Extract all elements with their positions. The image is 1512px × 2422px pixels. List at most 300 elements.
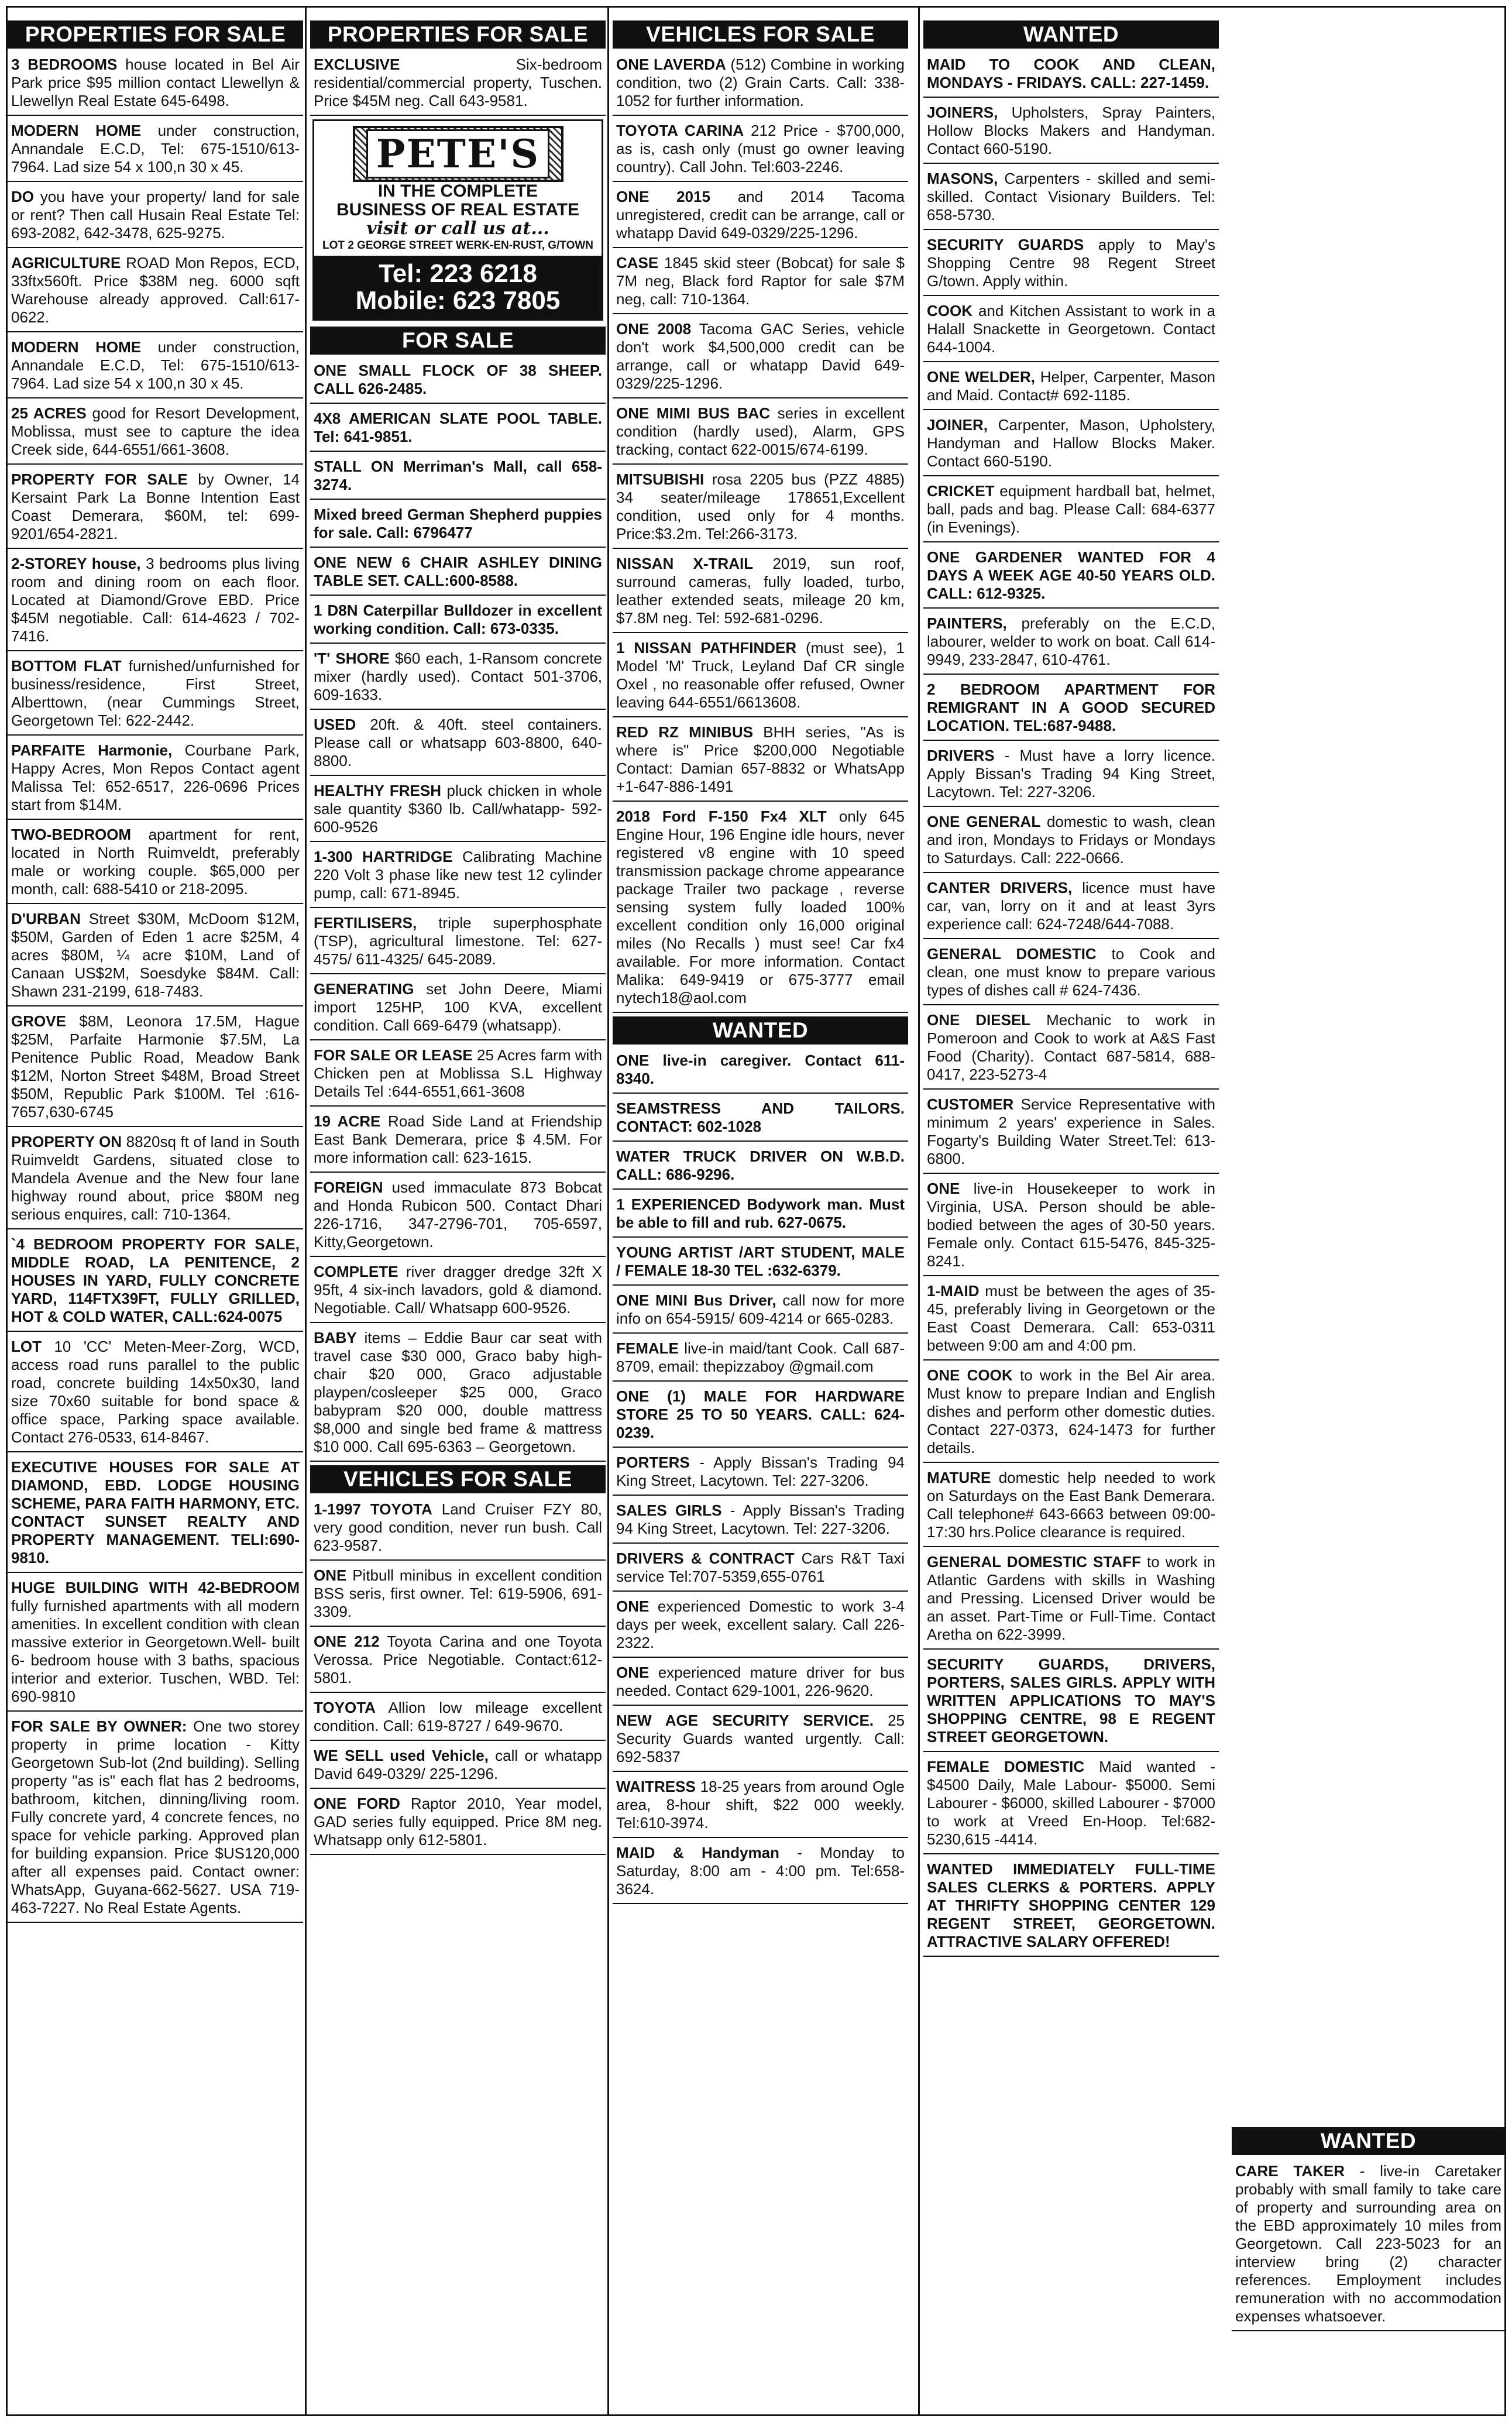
ad-lead: 1 NISSAN PATHFINDER [616, 639, 797, 657]
ad-lead: ONE FORD [314, 1795, 400, 1812]
ad-lead: ONE DIESEL [927, 1011, 1031, 1029]
ad-lead: ONE NEW 6 CHAIR ASHLEY DINING TABLE SET. CALL:600-8588. [314, 554, 602, 589]
ad-text: domestic to wash, clean and iron, Mondays to Fridays or Mondays to Saturdays. Call: 222-0666. [927, 813, 1215, 867]
classified-ad [8, 185, 303, 248]
ad-text: (must see), 1 Model 'M' Truck, Leyland Daf CR single Oxel , no reasonable offer refused, Owner leaving 644-6551/6613608. [616, 639, 905, 711]
ad-text: apartment for rent, located in North Ruimveldt, preferably male or working couple. $65,000 per month, call: 688-5410 or 218-2095. [11, 826, 300, 898]
ad-text: 25 Security Guards wanted urgently. Call: 692-5837 [616, 1712, 905, 1765]
classified-ad [613, 1097, 908, 1142]
ad-lead: ONE [616, 1598, 650, 1615]
classified-ad [310, 1044, 606, 1107]
classified-ad [923, 1093, 1219, 1174]
ad-lead: GROVE [11, 1012, 66, 1030]
logo-line-2: BUSINESS OF REAL ESTATE [336, 200, 580, 219]
section-header: VEHICLES FOR SALE [310, 1465, 606, 1493]
ad-text: under construction, Annandale E.C.D, Tel: 675-1510/613-7964. Lad size 54 x 100,n 30 x 45. [11, 122, 300, 176]
ad-lead: ONE live-in caregiver. Contact 611-8340. [616, 1052, 905, 1087]
ad-lead: `4 BEDROOM PROPERTY FOR SALE, MIDDLE ROAD, LA PENITENCE, 2 HOUSES IN YARD, FULLY CONCRETE YARD, 114FTX39FT, FULLY GRILLED, HOT & COLD WATER, CALL:624-0075 [11, 1235, 300, 1325]
ad-text: domestic help needed to work on Saturdays on the East Bank Demerara. Call telephone# 643-6663 between 09:00-17:30 hrs.Police clearance is required. [927, 1469, 1215, 1541]
ad-text: equipment hardball bat, helmet, ball, pads and bag. Please Call: 684-6377 (in Evenings). [927, 482, 1215, 536]
logo-address: LOT 2 GEORGE STREET WERK-EN-RUST, G/TOWN [322, 239, 594, 252]
ad-text: apply to May's Shopping Centre 98 Regent Street G/town. Apply within. [927, 236, 1215, 290]
ad-lead: 1-1997 TOYOTA [314, 1500, 432, 1518]
classified-ad [8, 1233, 303, 1332]
ad-text: Carpenter, Mason, Upholstery, Handyman and Hallow Blocks Maker. Contact 660-5190. [927, 416, 1215, 470]
ad-lead: WATER TRUCK DRIVER ON W.B.D. CALL: 686-9296. [616, 1148, 905, 1183]
ad-text: set John Deere, Miami import 125HP, 100 KVA, excellent condition. Call 669-6479 (whatsapp). [314, 980, 602, 1034]
classified-ad [923, 1177, 1219, 1276]
classified-ad [923, 810, 1219, 873]
classified-ad [613, 1661, 908, 1706]
ad-text: preferably on the E.C.D, labourer, welder to work on boat. Call 614-9949, 233-2847, 610-4761. [927, 614, 1215, 668]
classified-ad [613, 721, 908, 802]
classified-ad [8, 468, 303, 549]
classified-ad [310, 599, 606, 644]
ad-text: Six-bedroom residential/commercial property, Tuschen. Price $45M neg. Call 643-9581. [314, 56, 602, 109]
ad-lead: CRICKET [927, 482, 995, 500]
classified-ad [923, 943, 1219, 1005]
ad-lead: JOINER, [927, 416, 988, 434]
ad-lead: SEAMSTRESS AND TAILORS. CONTACT: 602-1028 [616, 1100, 905, 1135]
ad-lead: CARE TAKER [1235, 2162, 1345, 2180]
ad-text: One two storey property in prime location - Kitty Georgetown Sub-lot (2nd building). Selling property "as is" each flat has 2 bedrooms, bathroom, kitchen, dinning/living room. Fully concrete yard, 4 concrete fences, no space for vehicle parking. Approved plan for building expansion. Price $US120,000 after all expenses paid. Contact owner: WhatsApp, Guyana-662-5627. USA 719-463-7227. No Real Estate Agents. [11, 1717, 300, 1916]
classified-ad [923, 678, 1219, 741]
ad-text: Tacoma GAC Series, vehicle don't work $4,500,000 credit can be arrange, call or whatapp David 649-0329/225-1296. [616, 320, 905, 392]
classified-ad [923, 1653, 1219, 1752]
ad-lead: GENERAL DOMESTIC STAFF [927, 1553, 1141, 1571]
classified-ad [923, 414, 1219, 476]
ad-lead: ONE MINI Bus Driver, [616, 1291, 776, 1309]
classified-ad [310, 779, 606, 842]
section-header: WANTED [613, 1016, 908, 1045]
classified-ad [923, 167, 1219, 230]
ad-lead: HEALTHY FRESH [314, 782, 441, 799]
classified-ad [310, 407, 606, 452]
ad-lead: 'T' SHORE [314, 650, 390, 667]
ad-text: only 645 Engine Hour, 196 Engine idle hours, never registered v8 engine with 10 speed transmission package chrome appearance package Trailer two package , reverse sensing system fully loaded 100% excellent condition only 16,000 original miles (No Recalls ) must see! Car fx4 available. For more information. Contact Malika: 649-9419 or 675-3777 email nytech18@aol.com [616, 808, 905, 1006]
section-header: WANTED [1232, 2127, 1505, 2155]
petes-logo [353, 126, 563, 182]
classified-ad [8, 119, 303, 182]
ad-lead: ONE SMALL FLOCK OF 38 SHEEP. CALL 626-2485. [314, 362, 602, 397]
ad-text: furnished/unfurnished for business/residence, First Street, Alberttown, (near Cummings Street, Georgetown Tel: 622-2442. [11, 657, 300, 729]
classified-ad [8, 655, 303, 736]
ad-text: and 2014 Tacoma unregistered, credit can be arrange, call or whatapp David 649-0329/225-1296. [616, 188, 905, 242]
classified-ad [310, 846, 606, 908]
section-header: VEHICLES FOR SALE [613, 20, 908, 49]
ad-lead: ONE 2008 [616, 320, 692, 338]
ad-lead: 1 EXPERIENCED Bodywork man. Must be able to fill and rub. 627-0675. [616, 1195, 905, 1231]
ad-lead: MATURE [927, 1469, 991, 1486]
classified-ad [310, 1630, 606, 1693]
classified-ad [613, 1193, 908, 1238]
ad-lead: AGRICULTURE [11, 254, 121, 272]
ad-lead: ONE (1) MALE FOR HARDWARE STORE 25 TO 50 YEARS. CALL: 624-0239. [616, 1387, 905, 1441]
classified-ad [8, 1131, 303, 1229]
classified-ad [923, 300, 1219, 362]
ad-lead: ONE GARDENER WANTED FOR 4 DAYS A WEEK AGE 40-50 YEARS OLD. CALL: 612-9325. [927, 548, 1215, 602]
classified-ad [923, 233, 1219, 296]
ad-list [923, 53, 1219, 1957]
classified-ad [8, 1335, 303, 1452]
ad-text: 20ft. & 40ft. steel containers. Please call or whatsapp 603-8800, 640-8800. [314, 716, 602, 769]
classified-ad [8, 908, 303, 1006]
classified-ad [613, 1145, 908, 1190]
ad-lead: TOYOTA CARINA [616, 122, 744, 139]
ad-lead: CANTER DRIVERS, [927, 879, 1073, 896]
ad-lead: PROPERTY ON [11, 1133, 122, 1150]
ad-text: Land Cruiser FZY 80, very good condition, never run bush. Call 623-9587. [314, 1500, 602, 1554]
ad-lead: 25 ACRES [11, 404, 87, 422]
classified-ad [310, 1327, 606, 1462]
ad-lead: NEW AGE SECURITY SERVICE. [616, 1712, 874, 1729]
ad-lead: ONE LAVERDA [616, 56, 726, 73]
ad-text: Carpenters - skilled and semi-skilled. Contact Visionary Builders. Tel: 658-5730. [927, 170, 1215, 224]
ad-text: Toyota Carina and one Toyota Verossa. Price Negotiable. Contact:612-5801. [314, 1633, 602, 1686]
ad-list [310, 53, 606, 116]
ad-text: Upholsters, Spray Painters, Hollow Blocks Makers and Handyman. Contact 660-5190. [927, 104, 1215, 157]
ad-lead: FOR SALE OR LEASE [314, 1046, 473, 1064]
ad-lead: FERTILISERS, [314, 914, 417, 932]
ad-text: items – Eddie Baur car seat with travel case $30 000, Graco baby high-chair $20 000, Graco adjustable playpen/cosleeper $25 000, Graco babypram $20 000, double mattress $8,000 and single bed frame & mattress $10 000. Call 695-6363 – Georgetown. [314, 1329, 602, 1455]
logo-line-1: IN THE COMPLETE [377, 181, 538, 201]
classified-ad [923, 1466, 1219, 1547]
ad-lead: SECURITY GUARDS [927, 236, 1084, 253]
classified-ad [613, 805, 908, 1013]
ad-lead: FEMALE DOMESTIC [927, 1758, 1085, 1775]
ad-lead: CUSTOMER [927, 1095, 1014, 1113]
classified-ad [310, 1744, 606, 1789]
ad-text: - live-in Caretaker probably with small family to take care of property and surrounding area on the EBD approximately 10 miles from Georgetown. Call 223-5023 for an interview bring (2) character references. Employment includes remuneration with no accommodation expenses whatsoever. [1235, 2162, 1501, 2325]
ad-lead: LOT [11, 1338, 42, 1355]
ad-text: by Owner, 14 Kersaint Park La Bonne Intention East Coast Demerara, $60M, tel: 699-9201/654-2821. [11, 470, 300, 542]
ad-lead: COOK [927, 302, 973, 320]
ad-text: - Must have a lorry licence. Apply Bissan's Trading 94 King Street, Lacytown. Tel: 227-3206. [927, 747, 1215, 801]
ad-lead: PORTERS [616, 1454, 690, 1471]
ad-lead: MASONS, [927, 170, 998, 187]
ad-text: 212 Price - $700,000, as is, cash only (must go owner leaving country). Call John. Tel:603-2246. [616, 122, 905, 176]
classified-ad [613, 252, 908, 314]
classified-ad [613, 53, 908, 116]
column-properties-for-sale [8, 20, 303, 1926]
ad-lead: CASE [616, 254, 659, 272]
ad-lead: FOR SALE BY OWNER: [11, 1717, 187, 1735]
logo-line-3: visit or call us at... [366, 218, 549, 239]
classified-ad [923, 1364, 1219, 1463]
section-header: FOR SALE [310, 327, 606, 355]
ad-list [613, 1049, 908, 1904]
ad-lead: Mixed breed German Shepherd puppies for sale. Call: 6796477 [314, 506, 602, 541]
ad-lead: RED RZ MINIBUS [616, 723, 753, 741]
ad-lead: HUGE BUILDING WITH 42-BEDROOM [11, 1579, 300, 1596]
ad-lead: ONE 212 [314, 1633, 380, 1650]
section-header: PROPERTIES FOR SALE [8, 20, 303, 49]
classified-ad [310, 503, 606, 548]
ad-lead: GENERATING [314, 980, 414, 998]
section-header: PROPERTIES FOR SALE [310, 20, 606, 49]
ad-lead: COMPLETE [314, 1263, 398, 1280]
ad-lead: FEMALE [616, 1339, 679, 1357]
ad-text: Street $30M, McDoom $12M, $50M, Garden of Eden 1 acre $25M, 4 acres $80M, ¼ acre $10M, Land of Canaan US$2M, Soesdyke $84M. Call: Shawn 231-2199, 618-7483. [11, 910, 300, 1000]
ad-text: (512) Combine in working condition, two (2) Grain Carts. Call: 338-1052 for further information. [616, 56, 905, 109]
ad-text: you have your property/ land for sale or rent? Then call Husain Real Estate Tel: 693-2082, 642-3478, 625-9275. [11, 188, 300, 242]
ad-text: 25 Acres farm with Chicken pen at Moblissa S.L Highway Details Tel :644-6551,661-3608 [314, 1046, 603, 1100]
ad-lead: BOTTOM FLAT [11, 657, 122, 675]
classified-ad [613, 318, 908, 398]
ad-lead: TWO-BEDROOM [11, 826, 132, 843]
ad-lead: DRIVERS & CONTRACT [616, 1550, 795, 1567]
ad-lead: BABY [314, 1329, 357, 1346]
ad-lead: MAID TO COOK AND CLEAN, MONDAYS - FRIDAYS. CALL: 227-1459. [927, 56, 1215, 91]
classified-ad [310, 455, 606, 500]
ad-lead: WAITRESS [616, 1778, 696, 1795]
ad-lead: MAID & Handyman [616, 1844, 779, 1861]
ad-lead: 1-300 HARTRIDGE [314, 848, 453, 865]
section-header: WANTED [923, 20, 1219, 49]
classified-ad [8, 402, 303, 465]
ad-lead: FOREIGN [314, 1179, 383, 1196]
ad-text: Service Representative with minimum 2 years' experience in Sales. Fogarty's Building Water Street.Tel: 613-6800. [927, 1095, 1215, 1167]
classified-ad [310, 1176, 606, 1257]
ad-text: $60 each, 1-Ransom concrete mixer (hardly used). Contact 501-3706, 609-1633. [314, 650, 602, 703]
ad-text: used immaculate 873 Bobcat and Honda Rubicon 500. Contact Dhari 226-1716, 347-2796-701, 705-6597, Kitty,Georgetown. [314, 1179, 602, 1250]
ad-text: triple superphosphate (TSP), agricultural limestone. Tel: 627-4575/ 611-4325/ 645-2089. [314, 914, 602, 968]
ad-text: - Monday to Saturday, 8:00 am - 4:00 pm. Tel:658-3624. [616, 1844, 905, 1898]
classified-ad [8, 1456, 303, 1573]
ad-text: licence must have car, van, lorry on it and at least 3yrs experience call: 624-7248/644-7088. [927, 879, 1215, 933]
ad-text: under construction, Annandale E.C.D, Tel: 675-1510/613-7964. Lad size 54 x 100,n 30 x 45. [11, 338, 300, 392]
classified-ad [923, 1551, 1219, 1650]
ad-text: live-in maid/tant Cook. Call 687-8709, email: thepizzaboy @gmail.com [616, 1339, 905, 1375]
ad-list [310, 359, 606, 1462]
classified-ad [613, 1709, 908, 1772]
ad-text: call or whatapp David 649-0329/ 225-1296. [314, 1747, 602, 1782]
ad-text: and Kitchen Assistant to work in a Halall Snackette in Georgetown. Contact 644-1004. [927, 302, 1215, 356]
ad-lead: ONE WELDER, [927, 368, 1035, 386]
column-vehicles-and-wanted [613, 20, 908, 1908]
ad-text: ROAD Mon Repos, ECD, 33ftx560ft. Price $38M neg. 6000 sqft Warehouse already approved. Call:617-0622. [11, 254, 300, 326]
ad-lead: 2018 Ford F-150 Fx4 XLT [616, 808, 827, 825]
ad-lead: ONE [314, 1566, 347, 1584]
ad-list [613, 53, 908, 1013]
ad-text: river dragger dredge 32ft X 95ft, 4 six-inch lavadors, gold & diamond. Negotiable. Call/ Whatsapp 600-9526. [314, 1263, 602, 1317]
classified-ad [613, 185, 908, 248]
ad-text: $8M, Leonora 17.5M, Hague $25M, Parfaite Harmonie $7.5M, La Penitence Public Road, Meadow Bank $12M, Norton Street $48M, Broad Street $50M, Republic Park $100M. Tel :616-7657,630-6745 [11, 1012, 300, 1121]
ad-text: to work in the Bel Air area. Must know to prepare Indian and English dishes and perform other domestic duties. Contact 227-0373, 624-1473 for further details. [927, 1366, 1215, 1456]
ad-lead: EXECUTIVE HOUSES FOR SALE AT DIAMOND, EBD. LODGE HOUSING SCHEME, PARA FAITH HARMONY, ETC. CONTACT SUNSET REALTY AND PROPERTY MANAGEMENT. TELI:690-9810. [11, 1458, 300, 1566]
ad-lead: DO [11, 188, 34, 205]
column-properties-and-for-sale [310, 20, 606, 1858]
classified-ad [8, 823, 303, 904]
ad-lead: YOUNG ARTIST /ART STUDENT, MALE / FEMALE 18-30 TEL :632-6379. [616, 1243, 905, 1279]
classified-ad [8, 1576, 303, 1712]
ad-list [1232, 2160, 1505, 2331]
classified-ad [310, 912, 606, 974]
classified-ad [613, 1451, 908, 1496]
classified-ad [613, 1049, 908, 1094]
classified-ad [923, 480, 1219, 542]
classified-ad [310, 1564, 606, 1627]
ad-lead: ONE MIMI BUS BAC [616, 404, 771, 422]
ad-text: rosa 2205 bus (PZZ 4885) 34 seater/mileage 178651,Excellent condition, used only for 4 months. Price:$3.2m. Tel:266-3173. [616, 470, 905, 542]
ad-text: 2019, sun roof, surround cameras, fully loaded, turbo, leather extended seats, mileage 20 km, $7.8M neg. Tel: 592-681-0296. [616, 555, 905, 627]
logo-mobile: Mobile: 623 7805 [355, 286, 561, 315]
ad-lead: MITSUBISHI [616, 470, 705, 488]
ad-text: 3 bedrooms plus living room and dining room on each floor. Located at Diamond/Grove EBD. Price $45M negotiable. Call: 614-4623 / 702-7416. [11, 555, 300, 645]
classified-ad [310, 1260, 606, 1323]
ad-lead: GENERAL DOMESTIC [927, 945, 1097, 963]
classified-ad [8, 552, 303, 651]
classified-ad [923, 1755, 1219, 1854]
classified-ad [613, 1595, 908, 1658]
classified-ad [923, 612, 1219, 675]
ad-text: 8820sq ft of land in South Ruimveldt Gardens, situated close to Mandela Avenue and the New four lane highway round about, price $80M neg serious enquires, call: 710-1364. [11, 1133, 300, 1223]
ad-lead: NISSAN X-TRAIL [616, 555, 754, 572]
ad-text: Pitbull minibus in excellent condition BSS seris, first owner. Tel: 619-5906, 691-3309. [314, 1566, 602, 1620]
ad-lead: USED [314, 716, 356, 733]
ad-text: Helper, Carpenter, Mason and Maid. Contact# 692-1185. [927, 368, 1215, 404]
classified-ad [923, 1009, 1219, 1090]
classified-ad [613, 1499, 908, 1544]
ad-lead: SALES GIRLS [616, 1502, 722, 1519]
ad-lead: WANTED IMMEDIATELY FULL-TIME SALES CLERKS & PORTERS. APPLY AT THRIFTY SHOPPING CENTER 129 REGENT STREET, GEORGETOWN. ATTRACTIVE SALARY OFFERED! [927, 1860, 1215, 1950]
classified-ad [613, 402, 908, 465]
classified-ad [310, 359, 606, 404]
classified-ad [613, 119, 908, 182]
ad-lead: 1 D8N Caterpillar Bulldozer in excellent working condition. Call: 673-0335. [314, 602, 602, 637]
ad-lead: PARFAITE Harmonie, [11, 741, 173, 759]
ad-lead: ONE GENERAL [927, 813, 1041, 830]
ad-text: Maid wanted - $4500 Daily, Male Labour- $5000. Semi Labourer - $6000, skilled Labourer - $7000 to work at Vreed En-Hoop. Tel:682-5230,615 -4414. [927, 1758, 1215, 1848]
ad-text: Raptor 2010, Year model, GAD series fully equipped. Price 8M neg. Whatsapp only 612-5801. [314, 1795, 602, 1849]
column-divider [918, 8, 920, 2414]
classified-ad [613, 1289, 908, 1334]
classified-ad [613, 637, 908, 717]
classified-ad [310, 551, 606, 596]
ad-text: 1845 skid steer (Bobcat) for sale $ 7M neg, Black ford Raptor for sale $7M neg, call: 710-1364. [616, 254, 905, 308]
classified-ad [8, 252, 303, 332]
ad-text: fully furnished apartments with all modern amenities. In excellent condition with clean massive exterior in Georgetown.Well- built 6- bedroom house with 3 baths, spacious interior and exterior. Tuschen, WBD. Tel: 690-9810 [11, 1597, 300, 1705]
classified-ad [310, 1792, 606, 1855]
ad-text: experienced mature driver for bus needed. Contact 629-1001, 226-9620. [616, 1664, 905, 1699]
ad-lead: WE SELL used Vehicle, [314, 1747, 489, 1764]
ad-text: Mechanic to work in Pomeroon and Cook to work at A&S Fast Food (Charity). Contact 687-5814, 688-0417, 223-5273-4 [927, 1011, 1215, 1083]
ad-text: pluck chicken in whole sale quantity $360 lb. Call/whatapp- 592-600-9526 [314, 782, 603, 836]
classified-ad [310, 713, 606, 776]
classified-ad [310, 978, 606, 1040]
classified-ad [613, 1842, 908, 1904]
ad-lead: DRIVERS [927, 747, 995, 764]
ad-lead: ONE [927, 1180, 960, 1197]
classified-ad [923, 1280, 1219, 1361]
logo-tel: Tel: 223 6218 [379, 259, 537, 288]
classified-ad [8, 1715, 303, 1923]
logo-brand: PETE'S [366, 129, 549, 178]
classified-ad [923, 366, 1219, 410]
ad-lead: MODERN HOME [11, 338, 142, 356]
classified-ad [923, 546, 1219, 609]
classified-ad [923, 1858, 1219, 1957]
ad-text: to work in Atlantic Gardens with skills in Washing and Pressing. Licensed Driver would be an asset. Part-Time or Full-Time. Contact Aretha on 622-3999. [927, 1553, 1215, 1643]
classified-ad [613, 468, 908, 549]
classified-ad [310, 1110, 606, 1173]
ad-lead: PROPERTY FOR SALE [11, 470, 188, 488]
classified-ad [613, 1775, 908, 1838]
classifieds-page [6, 6, 1506, 2416]
ad-text: house located in Bel Air Park price $95 million contact Llewellyn & Llewellyn Real Estate 645-6498. [11, 56, 300, 109]
ad-text: - Apply Bissan's Trading 94 King Street, Lacytown. Tel: 227-3206. [616, 1502, 905, 1537]
ad-text: good for Resort Development, Moblissa, must see to capture the idea Creek side, 644-6551/661-3608. [11, 404, 300, 458]
column-wanted-small [1232, 2127, 1505, 2335]
ad-lead: MODERN HOME [11, 122, 142, 139]
ad-text: - Apply Bissan's Trading 94 King Street, Lacytown. Tel: 227-3206. [616, 1454, 905, 1489]
petes-real-estate-ad [312, 119, 603, 321]
ad-text: must be between the ages of 35-45, preferably living in Georgetown or the East Coast Demerara. Call: 653-0311 between 9:00 am and 4:00 pm. [927, 1282, 1215, 1354]
classified-ad [310, 647, 606, 710]
ad-text: Calibrating Machine 220 Volt 3 phase like new test 12 cylinder pump, call: 671-8945. [314, 848, 602, 902]
ad-lead: ONE 2015 [616, 188, 710, 205]
classified-ad [310, 1498, 606, 1561]
ad-text: Cars R&T Taxi service Tel:707-5359,655-0761 [616, 1550, 905, 1585]
ad-lead: D'URBAN [11, 910, 81, 927]
classified-ad [613, 1547, 908, 1592]
ad-lead: EXCLUSIVE [314, 56, 400, 73]
classified-ad [613, 1385, 908, 1448]
classified-ad [8, 53, 303, 116]
ad-text: Allion low mileage excellent condition. Call: 619-8727 / 649-9670. [314, 1699, 602, 1734]
ad-text: Courbane Park, Happy Acres, Mon Repos Contact agent Malissa Tel: 652-6517, 226-0696 Prices start from $14M. [11, 741, 300, 813]
classified-ad [1232, 2160, 1505, 2331]
classified-ad [923, 744, 1219, 807]
ad-text: call now for more info on 654-5915/ 609-4214 or 665-0283. [616, 1291, 905, 1327]
classified-ad [923, 101, 1219, 164]
classified-ad [923, 53, 1219, 98]
ad-text: 10 'CC' Meten-Meer-Zorg, WCD, access road runs parallel to the public road, concrete building 14x50x30, land size 70x60 suitable for bond space & office space, Parking space available. Contact 276-0533, 614-8467. [11, 1338, 300, 1446]
ad-lead: ONE [616, 1664, 650, 1681]
ad-lead: STALL ON Merriman's Mall, call 658-3274. [314, 458, 602, 493]
ad-lead: ONE COOK [927, 1366, 1013, 1384]
ad-lead: SECURITY GUARDS, DRIVERS, PORTERS, SALES GIRLS. APPLY WITH WRITTEN APPLICATIONS TO MAY'S SHOPPING CENTRE, 98 E REGENT STREET GEORGETOWN. [927, 1655, 1215, 1746]
column-wanted [923, 20, 1219, 1960]
ad-text: to Cook and clean, one must know to prepare various types of dishes call # 624-7436. [927, 945, 1215, 999]
ad-text: BHH series, "As is where is" Price $200,000 Negotiable Contact: Damian 657-8832 or WhatsApp +1-647-886-1491 [616, 723, 905, 795]
ad-text: 18-25 years from around Ogle area, 8-hour shift, $22 000 weekly. Tel:610-3974. [616, 1778, 905, 1832]
ad-text: series in excellent condition (hardly used), Alarm, GPS tracking, contact 622-0015/674-6199. [616, 404, 905, 458]
classified-ad [310, 53, 606, 116]
ad-lead: 2 BEDROOM APARTMENT FOR REMIGRANT IN A GOOD SECURED LOCATION. TEL:687-9488. [927, 681, 1215, 734]
classified-ad [8, 739, 303, 820]
ad-lead: TOYOTA [314, 1699, 376, 1716]
classified-ad [613, 1241, 908, 1286]
ad-list [8, 53, 303, 1923]
column-divider [305, 8, 307, 2414]
column-divider [607, 8, 609, 2414]
ad-text: Road Side Land at Friendship East Bank Demerara, price $ 4.5M. For more information call: 623-1615. [314, 1112, 602, 1166]
classified-ad [923, 877, 1219, 939]
classified-ad [613, 552, 908, 633]
classified-ad [8, 1010, 303, 1127]
ad-lead: 1-MAID [927, 1282, 980, 1300]
classified-ad [8, 336, 303, 398]
ad-text: experienced Domestic to work 3-4 days per week, excellent salary. Call 226-2322. [616, 1598, 905, 1651]
ad-lead: PAINTERS, [927, 614, 1007, 632]
ad-lead: 19 ACRE [314, 1112, 381, 1130]
classified-ad [613, 1337, 908, 1382]
ad-lead: 4X8 AMERICAN SLATE POOL TABLE. Tel: 641-9851. [314, 410, 602, 445]
ad-list [310, 1498, 606, 1855]
classified-ad [310, 1696, 606, 1741]
ad-lead: JOINERS, [927, 104, 998, 121]
